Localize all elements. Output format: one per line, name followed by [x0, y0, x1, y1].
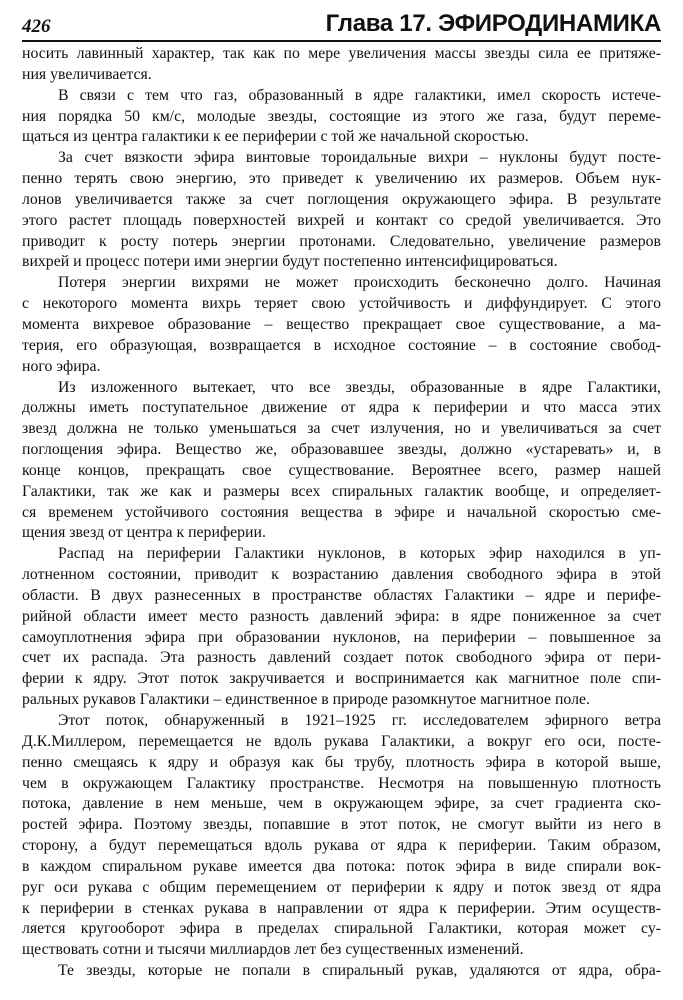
text-line: момента вихревое образование – вещество прекращает свое существование, а ма- — [22, 315, 661, 333]
text-line: ся временем устойчивого состояния вещества в эфире и начальной скоростью сме- — [22, 503, 661, 521]
paragraph-first-line: Те звезды, которые не попали в спиральный рукав, удаляются от ядра, обра- — [58, 962, 661, 980]
text-line: к периферии в стенках рукава в направлении от ядра к периферии. Этим осуществ- — [22, 899, 661, 917]
paragraph-first-line: За счет вязкости эфира винтовые тороидальные вихри – нуклоны будут посте- — [58, 149, 661, 167]
text-line: самоуплотнения эфира при образовании нуклонов, на периферии – повышенное за — [22, 628, 661, 646]
text-line: рийной области имеет место разность давлений эфира: в ядре пониженное за счет — [22, 607, 661, 625]
text-line: сторону, а будут перемещаться вдоль рукава от ядра к периферии. Таким образом, — [22, 837, 661, 855]
text-line: лонов увеличивается также за счет поглощения окружающего эфира. В результате — [22, 190, 661, 208]
text-line: звезд должна не только уменьшаться за счет излучения, но и увеличиваться за счет — [22, 420, 661, 438]
text-line: области. В двух разнесенных в пространстве областях Галактики – ядре и перифе- — [22, 586, 661, 604]
text-line: конце концов, прекращать свое существование. Вероятнее всего, размер нашей — [22, 461, 661, 479]
text-line: пенно терять свою энергию, это приведет к увеличению их размеров. Объем нук- — [22, 170, 661, 188]
chapter-title: Глава 17. ЭФИРОДИНАМИКА — [325, 10, 661, 37]
paragraph-first-line: Потеря энергии вихрями не может происходить бесконечно долго. Начиная — [58, 274, 661, 292]
page-header — [22, 8, 661, 42]
text-line: в каждом спиральном рукаве имеется два потока: поток эфира в виде спирали вок- — [22, 857, 661, 875]
text-line: с некоторого момента вихрь теряет свою устойчивость и диффундирует. С этого — [22, 295, 661, 313]
text-line: потока, давление в нем меньше, чем в окружающем эфире, за счет градиента ско- — [22, 795, 661, 813]
text-line: чем в окружающем Галактику пространстве. Несмотря на повышенную плотность — [22, 774, 661, 792]
text-line: ферии к ядру. Этот поток закручивается и воспринимается как магнитное поле спи- — [22, 670, 661, 688]
text-line: этого растет площадь поверхностей вихрей и контакт со средой увеличивается. Это — [22, 211, 661, 229]
text-line: ния увеличивается. — [22, 65, 152, 83]
text-line: щения звезд от центра к периферии. — [22, 524, 266, 542]
text-line: щаться из центра галактики к ее периферии с той же начальной скоростью. — [22, 128, 529, 146]
text-line: Галактики, так же как и размеры всех спиральных галактик вообще, и определяет- — [22, 482, 661, 500]
text-line: ральных рукавов Галактики – единственное в природе разомкнутое магнитное поле. — [22, 691, 590, 709]
text-line: пенно смещаясь к ядру и образуя как бы трубу, плотность эфира в которой выше, — [22, 753, 661, 771]
text-line: ного эфира. — [22, 357, 101, 375]
text-line: ния порядка 50 км/с, молодые звезды, состоящие из этого же газа, будут переме- — [22, 107, 661, 125]
paragraph-first-line: В связи с тем что газ, образованный в ядре галактики, имел скорость истече- — [58, 86, 661, 104]
text-line: носить лавинный характер, так как по мере увеличения массы звезды сила ее притяже- — [22, 45, 661, 62]
text-line: вихрей и процесс потери ими энергии будут постепенно интенсифицироваться. — [22, 253, 558, 271]
text-line: Д.К.Миллером, перемещается не вдоль рукава Галактики, а вокруг его оси, посте- — [22, 732, 661, 750]
text-line: приводит к росту потерь энергии протонами. Следовательно, увеличение размеров — [22, 232, 661, 250]
text-line: терия, его образующая, возвращается в исходное состояние – в состояние свобод- — [22, 336, 661, 354]
text-line: счет их распада. Эта разность давлений создает поток свободного эфира от пери- — [22, 649, 661, 667]
text-line: ляется кругооборот эфира в пределах спиральной Галактики, которая может су- — [22, 920, 661, 938]
text-line: поглощения эфира. Вещество же, образовавшее звезды, должно «устаревать» и, в — [22, 441, 661, 459]
paragraph-first-line: Из изложенного вытекает, что все звезды, образованные в ядре Галактики, — [58, 378, 661, 396]
text-line: руг оси рукава с общим перемещением от периферии к ядру и поток звезд от ядра — [22, 878, 661, 896]
text-line: должны иметь поступательное движение от ядра к периферии и что масса этих — [22, 399, 661, 417]
paragraph-first-line: Этот поток, обнаруженный в 1921–1925 гг. исследователем эфирного ветра — [58, 712, 661, 729]
text-line: ростей эфира. Поэтому звезды, попавшие в этот поток, не смогут выйти из него в — [22, 816, 661, 834]
paragraph-first-line: Распад на периферии Галактики нуклонов, в которых эфир находился в уп- — [58, 545, 661, 563]
text-line: ществовать сотни и тысячи миллиардов лет без существенных изменений. — [22, 941, 524, 959]
page-number: 426 — [22, 16, 51, 37]
body-text — [22, 44, 661, 982]
text-line: лотненном состоянии, приводит к возрастанию давления свободного эфира в этой — [22, 566, 661, 584]
